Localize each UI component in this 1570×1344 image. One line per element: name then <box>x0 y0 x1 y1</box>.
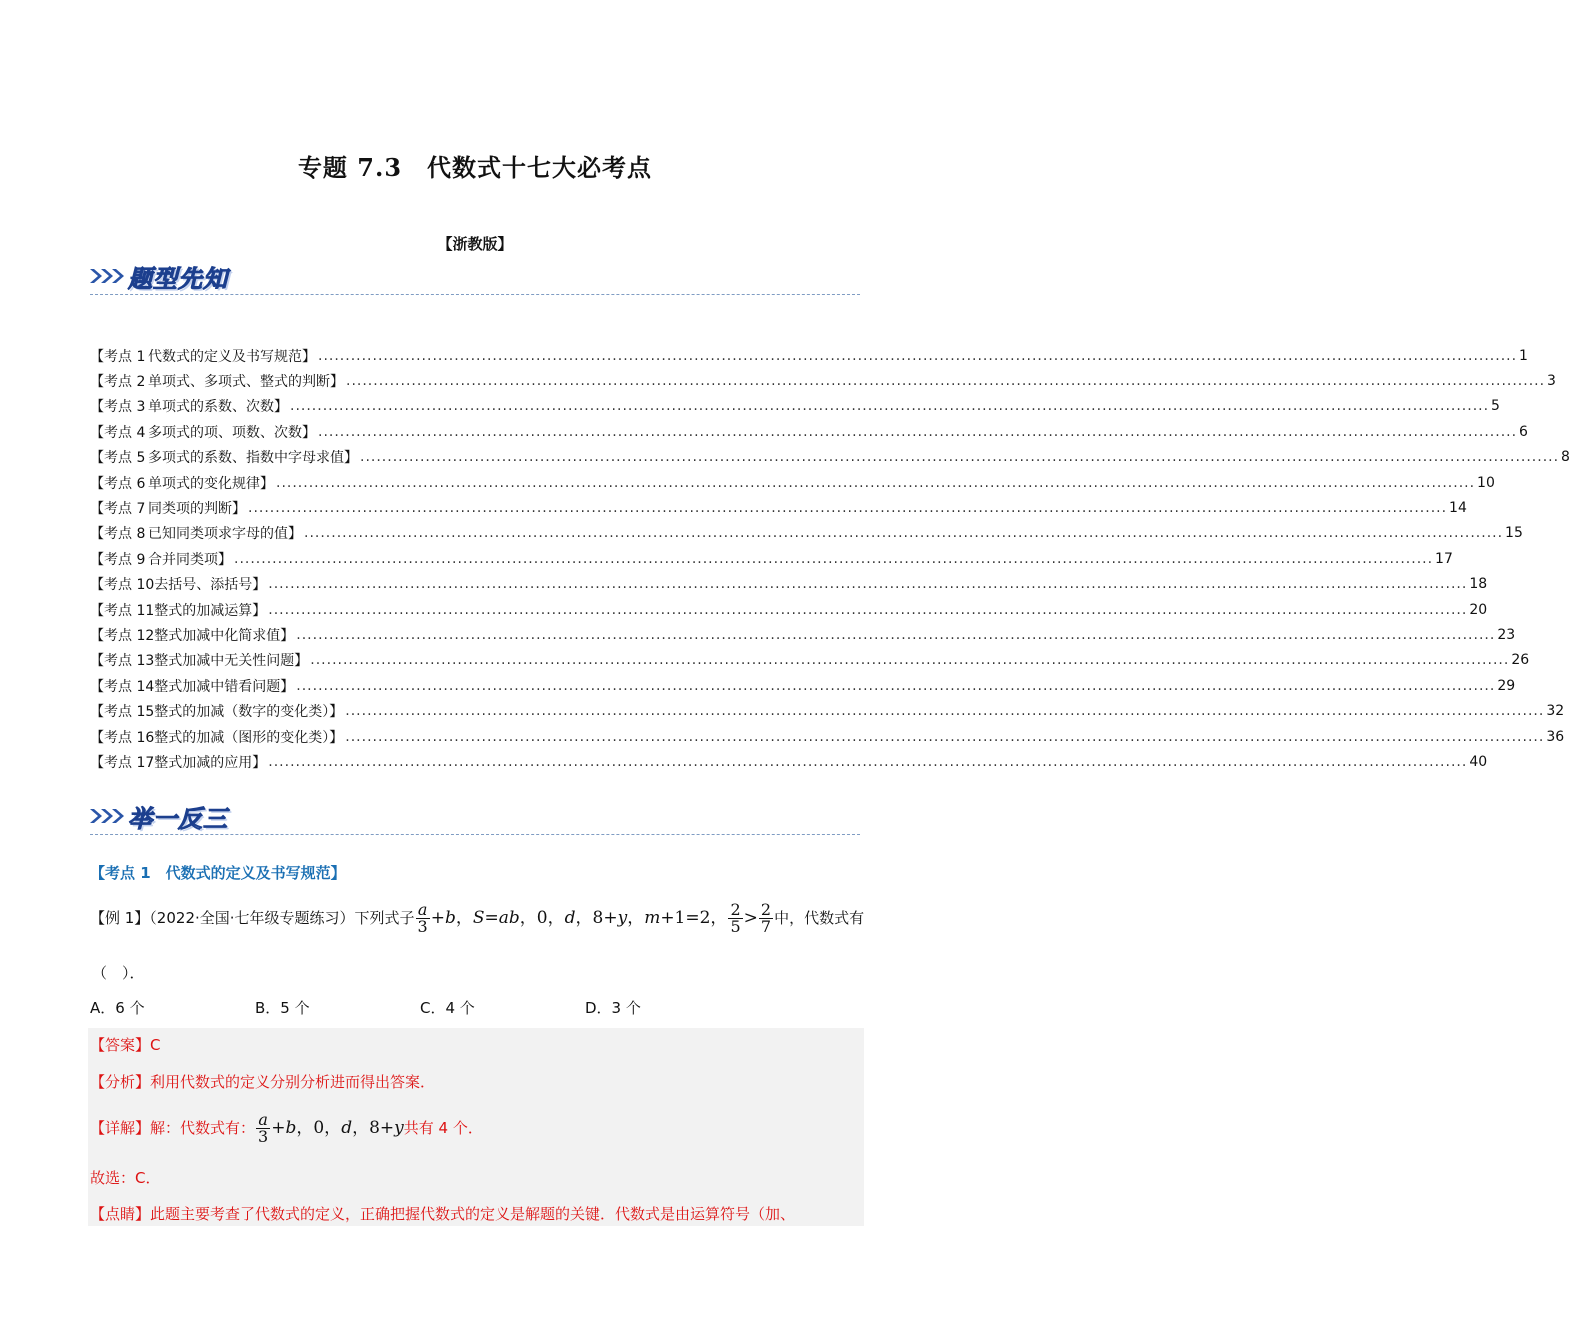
toc-leader: ............................................................................................................................................................................................................................ <box>276 474 1476 491</box>
toc-page: 15 <box>1505 525 1523 542</box>
toc-text: 单项式、多项式、整式的判断 <box>148 374 330 391</box>
example-expressions: $\frac{a}{3}$ +b，S=ab，0，d，8+y，m+1=2， $\frac{2}{5}$ > $\frac{2}{7}$ <box>417 900 772 936</box>
toc-page: 6 <box>1519 423 1528 440</box>
banner-examples <box>90 798 228 834</box>
toc-item[interactable] <box>90 572 1488 597</box>
options-row <box>90 997 860 1018</box>
answer-tag: 【答案】 <box>90 1036 151 1054</box>
toc-label: 考点 9 <box>104 551 146 568</box>
toc-leader: ............................................................................................................................................................................................................................ <box>234 550 1434 567</box>
analysis-tag: 【分析】 <box>90 1073 151 1091</box>
detail-line <box>90 1106 483 1150</box>
detail-suffix: 共有 4 个． <box>403 1119 483 1137</box>
toc-entry: 【考点 17整式加减的应用】 <box>90 752 266 772</box>
toc-entry: 【考点 4 多项式的项、项数、次数】 <box>90 422 316 442</box>
toc-leader: ............................................................................................................................................................................................................................ <box>290 398 1490 415</box>
detail-prefix: 解：代数式有： <box>150 1119 256 1137</box>
toc-text: 合并同类项 <box>148 551 218 568</box>
toc-label: 考点 8 <box>104 526 146 543</box>
toc-item[interactable] <box>90 724 1565 749</box>
toc-label: 考点 5 <box>104 450 146 467</box>
toc-entry: 【考点 8 已知同类项求字母的值】 <box>90 523 302 543</box>
toc-text: 同类项的判断 <box>148 501 232 518</box>
toc-page: 29 <box>1497 677 1516 694</box>
toc-item[interactable] <box>90 394 1500 419</box>
toc-page: 18 <box>1469 576 1488 593</box>
toc-label: 考点 12 <box>104 627 155 644</box>
toc-page: 10 <box>1477 474 1495 491</box>
toc-leader: ............................................................................................................................................................................................................................ <box>345 703 1545 720</box>
toc-item[interactable] <box>90 749 1488 774</box>
answer-paren: （ ）． <box>92 964 145 982</box>
toc-leader: ............................................................................................................................................................................................................................ <box>318 347 1518 364</box>
toc-label: 考点 4 <box>104 424 146 441</box>
detail-expressions: $\frac{a}{3}$ +b，0，d，8+y <box>258 1110 404 1146</box>
toc-page: 40 <box>1469 753 1488 770</box>
toc-text: 已知同类项求字母的值 <box>148 526 288 543</box>
banner-title: 举一反三 <box>128 804 228 833</box>
choice-line: 故选：C． <box>90 1169 161 1187</box>
chevrons-icon <box>90 806 126 826</box>
comment-line <box>90 1203 866 1224</box>
toc-entry: 【考点 10去括号、添括号】 <box>90 574 266 594</box>
toc-text: 去括号、添括号 <box>154 577 253 594</box>
toc-text: 单项式的变化规律 <box>148 475 260 492</box>
toc-leader: ............................................................................................................................................................................................................................ <box>310 652 1510 669</box>
section-heading: 【考点 1 代数式的定义及书写规范】 <box>90 864 346 882</box>
toc-item[interactable] <box>90 368 1556 393</box>
toc-text: 整式加减中化简求值 <box>154 627 281 644</box>
toc-item[interactable] <box>90 673 1516 698</box>
toc-leader: ............................................................................................................................................................................................................................ <box>304 525 1504 542</box>
toc-entry: 【考点 12整式加减中化简求值】 <box>90 625 294 645</box>
option-a[interactable]: A．6 个 <box>90 999 145 1017</box>
toc-text: 整式加减的应用 <box>154 754 253 771</box>
toc-item[interactable] <box>90 495 1467 520</box>
toc-leader: ............................................................................................................................................................................................................................ <box>248 500 1448 517</box>
toc-entry: 【考点 6 单项式的变化规律】 <box>90 473 274 493</box>
example-suffix: 中，代数式有 <box>774 909 865 927</box>
answer-value: C <box>150 1036 161 1054</box>
toc-label: 考点 11 <box>104 602 155 619</box>
toc-entry: 【考点 1 代数式的定义及书写规范】 <box>90 346 316 366</box>
analysis-text: 利用代数式的定义分别分析进而得出答案． <box>150 1073 436 1091</box>
toc-page: 23 <box>1497 626 1516 643</box>
toc-label: 考点 17 <box>104 754 155 771</box>
toc-text: 整式加减中错看问题 <box>154 678 281 695</box>
toc-page: 8 <box>1561 449 1570 466</box>
toc-leader: ............................................................................................................................................................................................................................ <box>296 626 1496 643</box>
toc-entry: 【考点 2 单项式、多项式、整式的判断】 <box>90 371 344 391</box>
toc-entry: 【考点 11整式的加减运算】 <box>90 600 266 620</box>
toc-item[interactable] <box>90 343 1528 368</box>
toc-label: 考点 13 <box>104 653 155 670</box>
comment-text: 此题主要考查了代数式的定义，正确把握代数式的定义是解题的关键．代数式是由运算符号（加、 <box>150 1205 796 1223</box>
toc-text: 整式加减中无关性问题 <box>154 653 295 670</box>
toc-item[interactable] <box>90 419 1528 444</box>
toc-text: 单项式的系数、次数 <box>148 399 274 416</box>
example-prefix: 【例 1】（2022·全国·七年级专题练习）下列式子 <box>90 909 415 927</box>
toc-page: 36 <box>1546 728 1565 745</box>
toc-item[interactable] <box>90 698 1565 723</box>
toc-leader: ............................................................................................................................................................................................................................ <box>345 728 1545 745</box>
toc-entry: 【考点 7 同类项的判断】 <box>90 498 246 518</box>
comment-tag: 【点睛】 <box>90 1205 151 1223</box>
toc-page: 3 <box>1547 373 1556 390</box>
chevrons-icon <box>90 266 126 286</box>
toc-text: 代数式的定义及书写规范 <box>148 348 302 365</box>
toc-label: 考点 16 <box>104 729 155 746</box>
toc-item[interactable] <box>90 546 1453 571</box>
toc-page: 1 <box>1519 347 1528 364</box>
toc-text: 多项式的系数、指数中字母求值 <box>148 450 344 467</box>
toc-label: 考点 6 <box>104 475 146 492</box>
toc-entry: 【考点 15整式的加减（数字的变化类）】 <box>90 701 343 721</box>
toc-label: 考点 10 <box>104 577 155 594</box>
toc-text: 整式的加减运算 <box>154 602 253 619</box>
toc-leader: ............................................................................................................................................................................................................................ <box>268 576 1468 593</box>
answer-line <box>90 1034 161 1055</box>
toc-leader: ............................................................................................................................................................................................................................ <box>268 601 1468 618</box>
option-b[interactable]: B．5 个 <box>255 999 310 1017</box>
toc-entry: 【考点 3 单项式的系数、次数】 <box>90 396 288 416</box>
toc-page: 26 <box>1511 652 1530 669</box>
toc-label: 考点 7 <box>104 501 146 518</box>
toc-label: 考点 15 <box>104 704 155 721</box>
toc-leader: ............................................................................................................................................................................................................................ <box>318 423 1518 440</box>
toc-text: 整式的加减（图形的变化类） <box>154 729 330 746</box>
toc-entry: 【考点 14整式加减中错看问题】 <box>90 676 294 696</box>
toc-page: 32 <box>1546 703 1565 720</box>
option-c[interactable]: C．4 个 <box>420 999 475 1017</box>
option-d[interactable]: D．3 个 <box>585 999 641 1017</box>
toc-page: 14 <box>1449 500 1467 517</box>
divider <box>90 834 860 835</box>
toc-label: 考点 14 <box>104 678 155 695</box>
detail-tag: 【详解】 <box>90 1119 151 1137</box>
divider <box>90 294 860 295</box>
toc-page: 17 <box>1435 550 1453 567</box>
toc-entry: 【考点 9 合并同类项】 <box>90 549 232 569</box>
analysis-line <box>90 1071 435 1092</box>
toc-label: 考点 3 <box>104 399 146 416</box>
toc-leader: ............................................................................................................................................................................................................................ <box>268 753 1468 770</box>
toc-item[interactable] <box>90 597 1488 622</box>
toc-leader: ............................................................................................................................................................................................................................ <box>296 677 1496 694</box>
banner-question-types <box>90 258 228 294</box>
toc-item[interactable] <box>90 445 1570 470</box>
toc-label: 考点 1 <box>104 348 146 365</box>
example-question <box>90 896 865 940</box>
page-title: 专题 7.3 代数式十七大必考点 <box>297 153 653 182</box>
toc-page: 5 <box>1491 398 1500 415</box>
edition-label: 【浙教版】 <box>437 235 513 253</box>
toc-item[interactable] <box>90 470 1495 495</box>
toc-page: 20 <box>1469 601 1488 618</box>
toc-leader: ............................................................................................................................................................................................................................ <box>360 449 1560 466</box>
toc-entry: 【考点 13整式加减中无关性问题】 <box>90 650 308 670</box>
toc-item[interactable] <box>90 648 1530 673</box>
toc-entry: 【考点 5 多项式的系数、指数中字母求值】 <box>90 447 358 467</box>
toc-item[interactable] <box>90 521 1523 546</box>
toc-text: 多项式的项、项数、次数 <box>148 424 302 441</box>
banner-title: 题型先知 <box>128 264 228 293</box>
toc-leader: ............................................................................................................................................................................................................................ <box>346 373 1546 390</box>
toc-label: 考点 2 <box>104 374 146 391</box>
toc-entry: 【考点 16整式的加减（图形的变化类）】 <box>90 727 343 747</box>
table-of-contents <box>90 343 1570 775</box>
toc-item[interactable] <box>90 622 1516 647</box>
toc-text: 整式的加减（数字的变化类） <box>154 704 330 721</box>
